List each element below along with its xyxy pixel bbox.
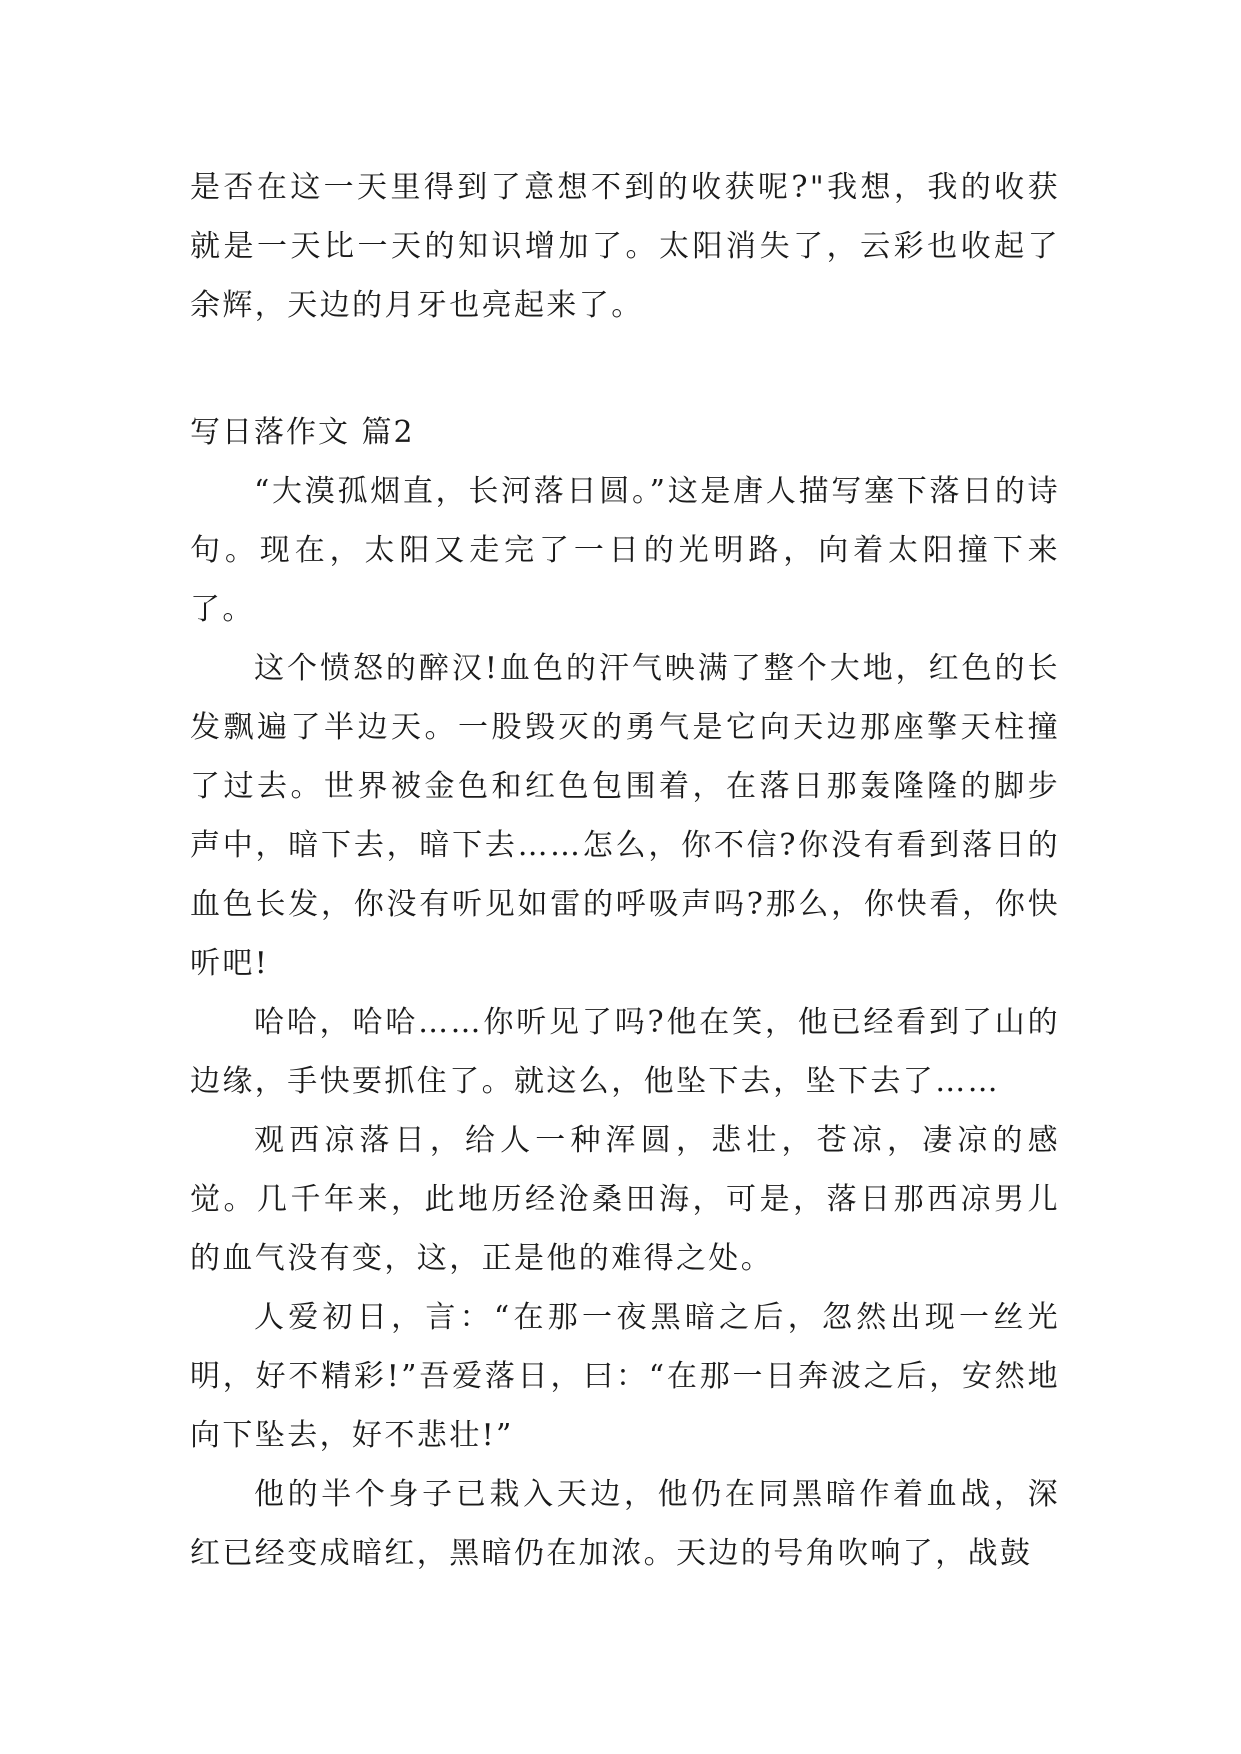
paragraph-1: “大漠孤烟直，长河落日圆。”这是唐人描写塞下落日的诗句。现在，太阳又走完了一日的光明路，向着太阳撞下来了。 bbox=[190, 474, 1060, 627]
paragraph-4: 观西凉落日，给人一种浑圆，悲壮，苍凉，凄凉的感觉。几千年来，此地历经沧桑田海，可是，落日那西凉男儿的血气没有变，这，正是他的难得之处。 bbox=[190, 1123, 1060, 1276]
paragraph-5: 人爱初日，言：“在那一夜黑暗之后，忽然出现一丝光明，好不精彩!”吾爱落日，曰：“在那一日奔波之后，安然地向下坠去，好不悲壮!” bbox=[190, 1300, 1060, 1453]
section-spacer bbox=[190, 335, 1060, 403]
paragraph-2: 这个愤怒的醉汉!血色的汗气映满了整个大地，红色的长发飘遍了半边天。一股毁灭的勇气是它向天边那座擎天柱撞了过去。世界被金色和红色包围着，在落日那轰隆隆的脚步声中，暗下去，暗下去……怎么，你不信?你没有看到落日的血色长发，你没有听见如雷的呼吸声吗?那么，你快看，你快听吧! bbox=[190, 651, 1060, 981]
document-page bbox=[190, 158, 1060, 1583]
section-heading: 写日落作文 篇2 bbox=[190, 415, 415, 450]
continued-paragraph: 是否在这一天里得到了意想不到的收获呢?"我想，我的收获就是一天比一天的知识增加了。太阳消失了，云彩也收起了余辉，天边的月牙也亮起来了。 bbox=[190, 170, 1060, 323]
paragraph-3: 哈哈，哈哈……你听见了吗?他在笑，他已经看到了山的边缘，手快要抓住了。就这么，他坠下去，坠下去了…… bbox=[190, 1005, 1060, 1099]
paragraph-6: 他的半个身子已栽入天边，他仍在同黑暗作着血战，深红已经变成暗红，黑暗仍在加浓。天边的号角吹响了，战鼓 bbox=[190, 1477, 1060, 1571]
